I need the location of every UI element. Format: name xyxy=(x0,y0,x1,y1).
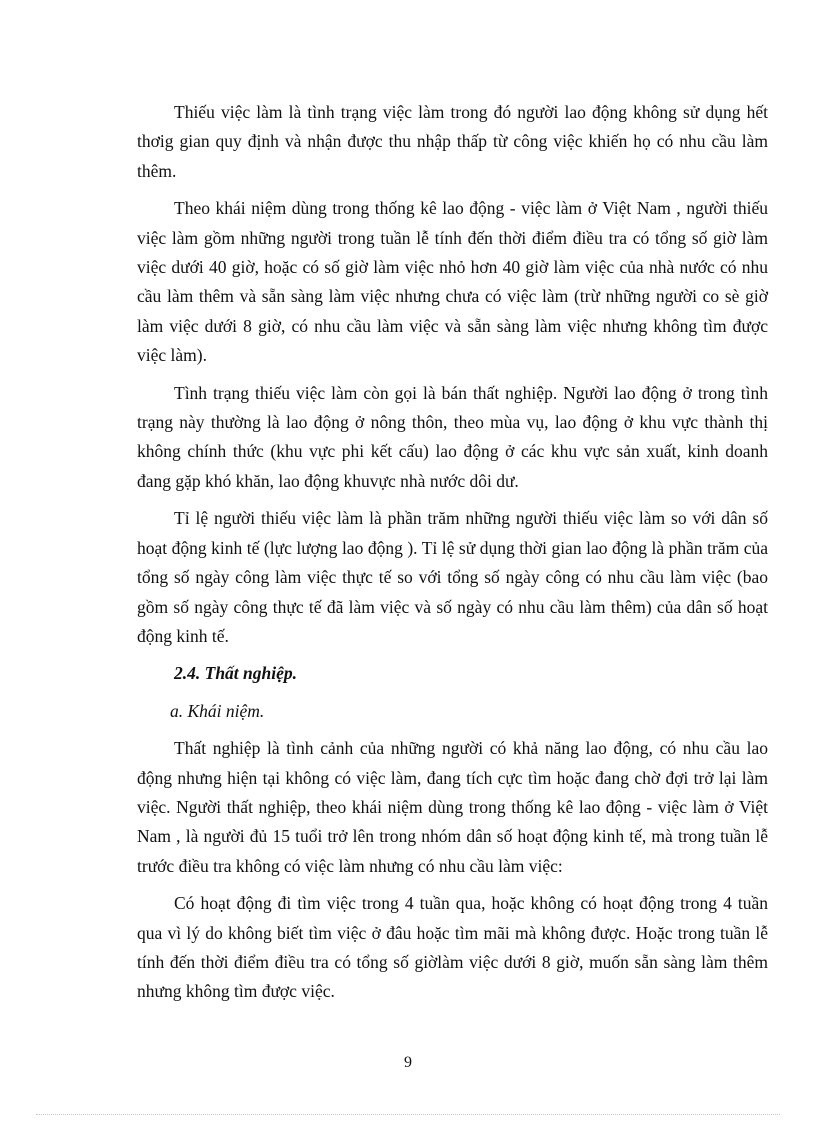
paragraph-underemployment-definition: Thiếu việc làm là tình trạng việc làm trong đó người lao động không sử dụng hết thơig gian quy định và nhận được thu nhập thấp từ công việc khiến họ có nhu cầu làm thêm. xyxy=(137,102,768,181)
paragraph-unemployment-definition: Thất nghiệp là tình cảnh của những người có khả năng lao động, có nhu cầu lao động nhưng hiện tại không có việc làm, đang tích cực tìm hoặc đang chờ đợi trở lại làm việc. Người thất nghiệp, theo khái niệm dùng trong thống kê lao động - việc làm ở Việt Nam , là người đủ 15 tuổi trở lên trong nhóm dân số hoạt động kinh tế, mà trong tuần lễ trước điều tra không có việc làm nhưng có nhu cầu làm việc: xyxy=(137,738,768,876)
subsection-heading: a. Khái niệm. xyxy=(170,700,265,721)
footer-divider xyxy=(36,1114,780,1115)
paragraph-partial-unemployment: Tình trạng thiếu việc làm còn gọi là bán thất nghiệp. Người lao động ở trong tình trạng này thường là lao động ở nông thôn, theo mùa vụ, lao động ở khu vực thành thị không chính thức (khu vực phi kết cấu) lao động ở các khu vực sản xuất, kinh doanh đang gặp khó khăn, lao động khuvực nhà nước dôi dư. xyxy=(137,382,768,491)
paragraph-underemployment-rate: Tỉ lệ người thiếu việc làm là phần trăm những người thiếu việc làm so với dân số hoạt động kinh tế (lực lượng lao động ). Tỉ lệ sử dụng thời gian lao động là phần trăm của tổng số ngày công làm việc thực tế so với tổng số ngày công có nhu cầu làm việc (bao gồm số ngày công thực tế đã làm việc và số ngày có nhu cầu làm thêm) của dân số hoạt động kinh tế. xyxy=(137,508,768,646)
body-text xyxy=(137,98,768,1015)
paragraph-statistical-concept: Theo khái niệm dùng trong thống kê lao động - việc làm ở Việt Nam , người thiếu việc làm gồm những người trong tuần lễ tính đến thời điểm điều tra có tổng số giờ làm việc dưới 40 giờ, hoặc có số giờ làm việc nhỏ hơn 40 giờ làm việc của nhà nước có nhu cầu làm thêm và sẵn sàng làm việc nhưng chưa có việc làm (trừ những người co sè giờ làm việc dưới 8 giờ, có nhu cầu làm việc và sẵn sàng làm việc nhưng không tìm được việc làm). xyxy=(137,198,768,366)
page-number: 9 xyxy=(404,1054,412,1071)
section-heading: 2.4. Thất nghiệp. xyxy=(174,663,298,684)
paragraph-job-search-criteria: Có hoạt động đi tìm việc trong 4 tuần qua, hoặc không có hoạt động trong 4 tuần qua vì lý do không biết tìm việc ở đâu hoặc tìm mãi mà không được. Hoặc trong tuần lễ tính đến thời điểm điều tra có tổng số giờlàm việc dưới 8 giờ, muốn sẵn sàng làm thêm nhưng không tìm được việc. xyxy=(137,893,768,1002)
